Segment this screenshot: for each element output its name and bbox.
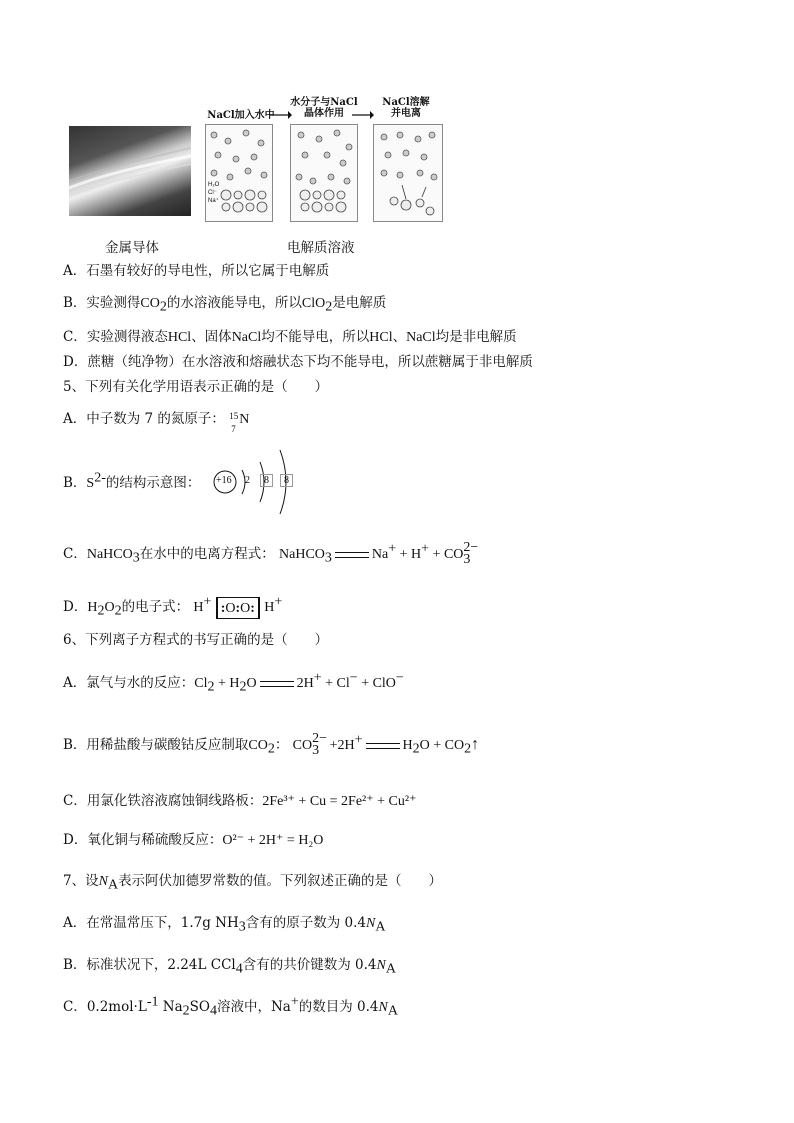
q5-option-a: A．中子数为 7 的氮原子： 15 7 N [63,410,250,434]
ion-label-h2o: H₂O [208,182,220,188]
solution-beaker-3 [373,124,443,222]
shell-2-label: 8 [260,474,273,487]
q5-option-d: D．$H_2O_2$的电子式： H+ :O:O: H+ [63,594,283,619]
step-label-1: NaCl加入水中 [207,110,275,121]
ion-label-na: Na⁺ [208,198,219,204]
shell-3-label: 8 [280,474,293,487]
arrow-icon [270,110,292,120]
q5-option-b: B．$S^{2-}$的结构示意图： [63,470,201,491]
q6-option-c: C．用氯化铁溶液腐蚀铜线路板：2Fe³⁺ + Cu = 2Fe²⁺ + Cu²⁺ [63,793,417,809]
nucleus-label: +16 [216,475,232,486]
caption-metal-conductor: 金属导体 [105,240,159,256]
ion-label-cl: Cl⁻ [208,190,217,196]
q7-stem: 7、设$N_A$表示阿伏加德罗常数的值。下列叙述正确的是（ ） [63,873,443,893]
q6-option-b: B．用稀盐酸与碳酸钴反应制取$CO_2$： CO 2− 3 +2H+ $H_2O$ + $CO_2↑$ [63,730,480,758]
q7-option-c: C．$0.2mol\cdot L^{-1}$ $Na_2SO_4$溶液中，Na+的数目为 $0.4N_A$ [63,994,398,1019]
sulfide-ion-structure-diagram [212,448,302,518]
solution-beaker-2 [290,124,358,222]
step-label-2: 水分子与NaCl 晶体作用 [290,97,358,119]
arrow-icon [352,110,374,120]
q4-option-b: B．实验测得$CO_2$的水溶液能导电，所以ClO$_2$是电解质 [63,295,387,315]
electron-formula-bracket: :O:O: [216,597,260,619]
caption-electrolyte-solution: 电解质溶液 [287,240,355,256]
metal-conductor-photo [69,126,191,216]
shell-1-label: 2 [245,475,250,486]
q4-option-d: D．蔗糖（纯净物）在水溶液和熔融状态下均不能导电，所以蔗糖属于非电解质 [63,354,533,370]
q6-stem: 6、下列离子方程式的书写正确的是（ ） [63,632,329,648]
equals-sign [260,681,294,687]
q7-option-b: B．标准状况下，2.24L CCl$_4$含有的共价键数为 $0.4N_A$ [63,957,396,977]
solution-beaker-1 [205,124,273,222]
q6-option-d: D．氧化铜与稀硫酸反应：O²⁻ + 2H⁺ = H₂O [63,832,324,848]
q4-option-c: C．实验测得液态HCl、固体NaCl均不能导电，所以HCl、NaCl均是非电解质 [63,329,517,345]
q5-stem: 5、下列有关化学用语表示正确的是（ ） [63,379,329,395]
q5-option-c: C．NaHCO$_3$在水中的电离方程式： NaHCO$_3$ Na+ + H+ + CO 2− 3 [63,539,479,567]
q6-option-a: A．氯气与水的反应：$Cl_2 + H_2O$ 2H+ + Cl− + ClO− [63,670,404,695]
step-label-3: NaCl溶解 并电离 [382,97,430,119]
q4-option-a: A．石墨有较好的导电性，所以它属于电解质 [63,263,330,279]
q7-option-a: A．在常温常压下，1.7g $NH_3$含有的原子数为 $0.4N_A$ [63,915,386,935]
equals-sign [366,743,400,749]
equals-sign [335,552,369,558]
